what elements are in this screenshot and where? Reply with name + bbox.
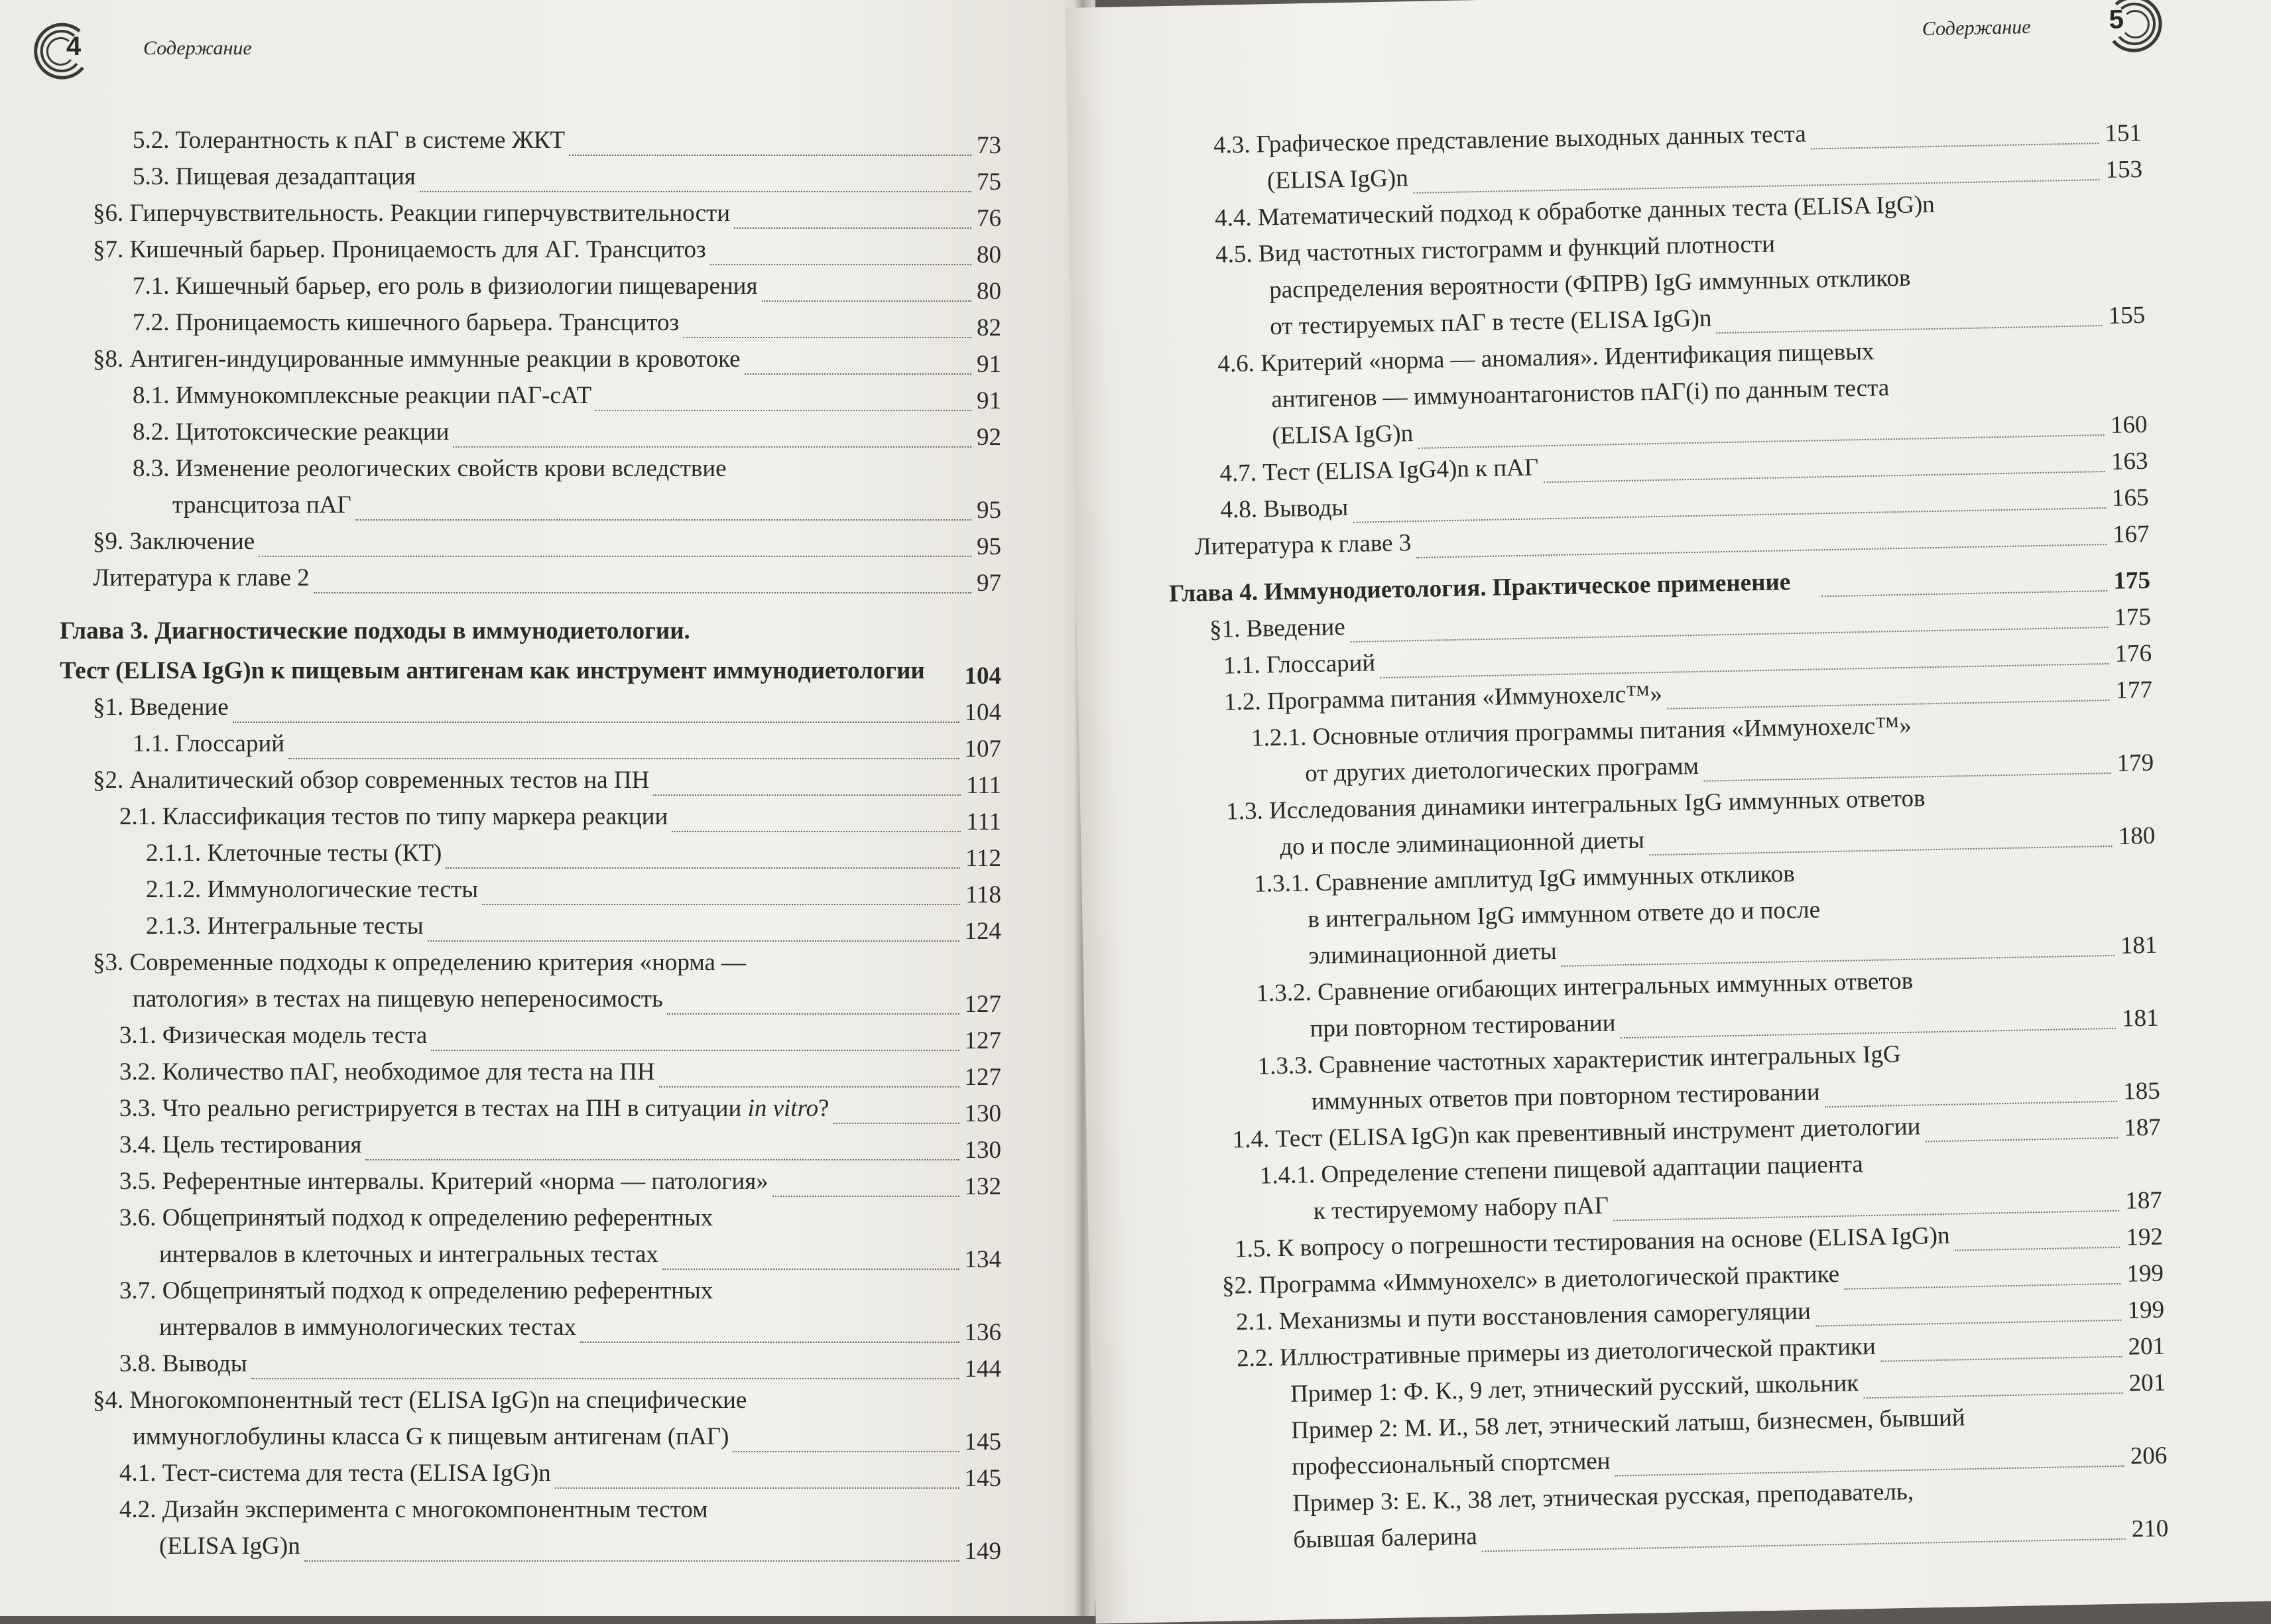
dot-leader xyxy=(355,519,971,521)
toc-entry-number: §3. xyxy=(93,949,124,976)
toc-entry-page: 175 xyxy=(2113,566,2151,595)
toc-entry-title: Литература к главе 2 xyxy=(93,564,310,592)
dot-leader xyxy=(762,300,972,302)
toc-entry-page: 144 xyxy=(964,1355,1001,1383)
toc-entry-number: 3.6. xyxy=(119,1204,156,1231)
dot-leader xyxy=(580,1342,959,1343)
toc-entry-title: Классификация тестов по типу маркера реакции xyxy=(162,803,668,830)
toc-entry-title: Вид частотных гистограмм и функций плотности xyxy=(1258,230,1776,268)
toc-entry-page: 201 xyxy=(2128,1369,2166,1397)
toc-entry-title-suffix: ? xyxy=(818,1095,829,1122)
dot-leader xyxy=(482,904,960,905)
toc-entry-page: 163 xyxy=(2111,447,2148,475)
toc-entry-title: от тестируемых пАГ в тесте (ELISA IgG)n xyxy=(1269,304,1712,341)
book-logo-icon xyxy=(2096,0,2170,61)
toc-entry-number: 1.3.1. xyxy=(1254,869,1310,898)
toc-entry xyxy=(93,1018,1001,1054)
toc-entry-number: 4.4. xyxy=(1214,204,1253,232)
toc-entry-title: Интегральные тесты xyxy=(207,912,424,940)
toc-entry-page: 127 xyxy=(964,991,1001,1018)
toc-entry-page: 95 xyxy=(977,533,1001,560)
toc-entry xyxy=(93,123,1001,158)
toc-entry xyxy=(93,1346,1001,1382)
toc-entry-title: Физическая модель теста xyxy=(162,1022,428,1049)
toc-entry-number: 3.5. xyxy=(119,1168,156,1195)
toc-entry-title: Механизмы и пути восстановления саморегуляции xyxy=(1278,1297,1811,1336)
toc-entry-title: элиминационной диеты xyxy=(1308,938,1558,970)
toc-entry-title: Глава 3. Диагностические подходы в иммунодиетологии. xyxy=(60,617,690,645)
toc-entry-page: 80 xyxy=(977,241,1001,269)
toc-entry-page: 187 xyxy=(2123,1113,2162,1142)
toc-entry xyxy=(93,726,1001,762)
toc-entry-page: 192 xyxy=(2125,1223,2164,1251)
toc-entry-page: 134 xyxy=(964,1246,1001,1273)
toc-entry xyxy=(93,1054,1001,1090)
toc-entry-title: Пример 1: Ф. К., 9 лет, этнический русский, школьник xyxy=(1290,1369,1859,1408)
toc-entry-title: распределения вероятности (ФПРВ) IgG иммунных откликов xyxy=(1268,264,1911,304)
toc-entry-title: Глоссарий xyxy=(1266,649,1376,679)
toc-entry-page: 92 xyxy=(977,424,1001,451)
toc-entry-title: Графическое представление выходных данных теста xyxy=(1256,120,1807,158)
book-logo-icon xyxy=(27,15,99,88)
toc-entry-number: 5.3. xyxy=(133,163,170,190)
toc-entry-page: 112 xyxy=(965,845,1001,872)
toc-entry-title: (ELISA IgG)n xyxy=(159,1532,300,1560)
toc-entry-number: 7.2. xyxy=(133,309,170,336)
toc-entry-page: 199 xyxy=(2127,1296,2165,1324)
toc-entry xyxy=(93,1419,1001,1455)
toc-entry-title: Критерий «норма — аномалия». Идентификация пищевых xyxy=(1260,338,1874,377)
page-number: 4 xyxy=(66,32,82,61)
toc-entry-number: 1.4. xyxy=(1232,1125,1270,1154)
toc-entry-page: 136 xyxy=(964,1319,1001,1346)
toc-entry-number: 7.1. xyxy=(133,273,170,300)
toc-entry-title: Клеточные тесты (КТ) xyxy=(207,840,442,867)
dot-leader xyxy=(288,758,959,759)
toc-entry xyxy=(93,451,1001,487)
toc-entry-title: Иммунологические тесты xyxy=(207,876,479,903)
toc-entry-number: 3.3. xyxy=(119,1095,156,1122)
toc-entry-page: 104 xyxy=(964,699,1001,726)
toc-entry-title: (ELISA IgG)n xyxy=(1266,164,1409,195)
toc-entry xyxy=(93,1127,1001,1163)
toc-entry-page: 210 xyxy=(2131,1515,2169,1543)
dot-leader xyxy=(555,1487,959,1489)
toc-entry xyxy=(93,799,1001,835)
toc-entry-page: 179 xyxy=(2117,749,2154,777)
toc-entry xyxy=(93,378,1001,414)
toc-entry xyxy=(93,342,1001,377)
toc-entry-page: 145 xyxy=(964,1428,1001,1456)
dot-leader xyxy=(428,940,959,942)
toc-entry-page: 199 xyxy=(2126,1259,2164,1288)
toc-entry-number: 3.7. xyxy=(119,1277,156,1304)
dot-leader xyxy=(667,1013,959,1015)
dot-leader xyxy=(365,1159,959,1160)
toc-entry-number: §1. xyxy=(93,694,124,721)
toc-entry xyxy=(93,1529,1001,1564)
toc-entry-title: иммунных ответов при повторном тестировании xyxy=(1311,1078,1820,1116)
toc-entry-title: Тест (ELISA IgG)n к пищевым антигенам как инструмент иммунодиетологии xyxy=(60,657,925,684)
toc-entry-number: §2. xyxy=(1221,1271,1253,1300)
dot-leader xyxy=(453,446,971,448)
toc-entry-number: 2.1.3. xyxy=(146,912,202,940)
toc-entry-title: Антиген-индуцированные иммунные реакции в кровотоке xyxy=(129,345,741,373)
toc-entry-number: 4.6. xyxy=(1217,349,1255,378)
toc-entry xyxy=(93,1200,1001,1236)
dot-leader xyxy=(745,373,971,375)
toc-entry-title: Многокомпонентный тест (ELISA IgG)n на специфические xyxy=(129,1387,747,1414)
left-page xyxy=(0,0,1095,1616)
toc-entry-page: 160 xyxy=(2110,410,2148,439)
toc-entry-number: 4.8. xyxy=(1220,495,1258,524)
toc-entry-page: 111 xyxy=(966,808,1001,836)
toc-entry-number: 1.3.3. xyxy=(1257,1052,1314,1080)
toc-entry-title: Пищевая дезадаптация xyxy=(175,163,416,190)
toc-entry xyxy=(60,653,1001,690)
dot-leader xyxy=(653,794,961,796)
dot-leader xyxy=(446,867,959,869)
dot-leader xyxy=(734,227,971,229)
toc-entry-page: 107 xyxy=(964,735,1001,763)
toc-entry-page: 206 xyxy=(2130,1442,2168,1470)
toc-entry-title: Исследования динамики интегральных IgG иммунных ответов xyxy=(1268,784,1926,825)
toc-entry-number: 1.3.2. xyxy=(1256,979,1312,1007)
dot-leader xyxy=(1416,544,2107,558)
toc-entry-title: Тест (ELISA IgG4)n к пАГ xyxy=(1262,454,1539,487)
toc-entry-title: Выводы xyxy=(1262,493,1349,523)
toc-entry-title: Иллюстративные примеры из диетологической практики xyxy=(1279,1332,1876,1372)
dot-leader xyxy=(233,721,959,723)
toc-entry-number: 5.2. xyxy=(133,127,170,154)
toc-entry-number: 8.1. xyxy=(133,382,170,409)
toc-entry-title: Сравнение амплитуд IgG иммунных откликов xyxy=(1315,860,1796,897)
toc-entry-number: 1.2.1. xyxy=(1251,723,1307,752)
toc-entry-number: 1.1. xyxy=(1223,651,1260,680)
toc-entry-title: Определение степени пищевой адаптации пациента xyxy=(1320,1151,1864,1188)
toc-entry xyxy=(93,524,1001,560)
toc-entry-title: Основные отличия программы питания «Иммунохелс™» xyxy=(1312,712,1912,751)
toc-entry-title: Программа «Иммунохелс» в диетологической практике xyxy=(1258,1260,1840,1299)
toc-entry-page: 153 xyxy=(2105,155,2143,184)
toc-entry xyxy=(93,269,1001,304)
dot-leader xyxy=(1955,1247,2120,1251)
toc-entry-number: §7. xyxy=(93,236,124,263)
toc-entry-title: трансцитоза пАГ xyxy=(172,491,351,519)
dot-leader xyxy=(259,556,971,557)
toc-entry-title: Математический подход к обработке данных теста (ELISA IgG)n xyxy=(1257,190,1935,231)
toc-entry-title: антигенов — иммуноантагонистов пАГ(i) по данным теста xyxy=(1271,374,1890,414)
toc-entry-number: 4.5. xyxy=(1215,240,1253,269)
toc-entry-page: 175 xyxy=(2114,603,2152,631)
toc-entry-title: Количество пАГ, необходимое для теста на ПН xyxy=(162,1058,655,1086)
toc-entry-title: Введение xyxy=(129,694,229,721)
toc-entry-number: 1.5. xyxy=(1234,1235,1272,1263)
running-head: Содержание xyxy=(143,37,252,59)
toc-entry-page: 187 xyxy=(2124,1186,2163,1215)
toc-entry-number: 1.2. xyxy=(1223,688,1262,716)
toc-entry-title: от других диетологических программ xyxy=(1304,752,1699,788)
toc-entry-page: 104 xyxy=(964,662,1001,690)
toc-entry-title: Программа питания «Иммунохелс™» xyxy=(1266,680,1663,716)
toc-entry xyxy=(93,1164,1001,1200)
toc-entry-title: Пример 2: М. И., 58 лет, этнический латыш, бизнесмен, бывший xyxy=(1290,1404,1965,1444)
toc-entry-page: 145 xyxy=(964,1465,1001,1492)
dot-leader xyxy=(710,264,971,265)
toc-entry-title: Кишечный барьер. Проницаемость для АГ. Трансцитоз xyxy=(129,236,706,263)
toc-entry xyxy=(93,908,1001,944)
toc-entry-page: 177 xyxy=(2115,676,2153,704)
toc-entry-number: §9. xyxy=(93,528,124,555)
toc-entry-title: интервалов в иммунологических тестах xyxy=(159,1314,577,1341)
toc-entry xyxy=(93,414,1001,450)
toc-entry-title: Пример 3: Е. К., 38 лет, этническая русская, преподаватель, xyxy=(1292,1477,1914,1517)
toc-entry-title: Общепринятый подход к определению референтных xyxy=(162,1204,713,1231)
toc-entry-page: 118 xyxy=(965,881,1001,908)
dot-leader xyxy=(569,155,971,156)
toc-entry-title: Современные подходы к определению критерия «норма — xyxy=(129,949,747,976)
toc-entry-page: 155 xyxy=(2108,301,2146,330)
toc-entry-title: Гиперчувствительность. Реакции гиперчувствительности xyxy=(129,200,730,227)
toc-entry-title: иммуноглобулины класса G к пищевым антигенам (пАГ) xyxy=(133,1423,729,1450)
dot-leader xyxy=(733,1451,959,1452)
toc-entry-number: 2.1. xyxy=(1235,1308,1273,1336)
toc-entry-title: при повторном тестировании xyxy=(1310,1009,1616,1043)
toc-entry-number: 3.4. xyxy=(119,1131,156,1158)
toc-entry-number: §6. xyxy=(93,200,124,227)
toc-entry-title: патология» в тестах на пищевую непереносимость xyxy=(133,985,663,1013)
dot-leader xyxy=(251,1378,959,1379)
toc-entry-page: 91 xyxy=(977,351,1001,378)
toc-entry-page: 180 xyxy=(2118,822,2156,850)
toc-entry-title: интервалов в клеточных и интегральных тестах xyxy=(159,1241,658,1268)
toc-entry-page: 130 xyxy=(964,1100,1001,1127)
toc-entry-page: 91 xyxy=(977,387,1001,414)
toc-entry xyxy=(93,487,1001,523)
dot-leader xyxy=(431,1050,959,1051)
toc-entry-title: Аналитический обзор современных тестов на ПН xyxy=(129,767,650,794)
toc-entry-title: в интегральном IgG иммунном ответе до и после xyxy=(1308,896,1821,934)
toc-entry-number: 2.1.2. xyxy=(146,876,202,903)
toc-entry-number: 3.8. xyxy=(119,1350,156,1377)
toc-entry-title: К вопросу о погрешности тестирования на основе (ELISA IgG)n xyxy=(1277,1221,1950,1263)
toc-entry-page: 73 xyxy=(977,132,1001,159)
toc-entry-page: 181 xyxy=(2120,931,2158,960)
toc-entry-title: Кишечный барьер, его роль в физиологии пищеварения xyxy=(175,273,758,300)
toc-entry xyxy=(93,196,1001,231)
dot-leader xyxy=(833,1123,959,1124)
toc-entry-title: Сравнение огибающих интегральных иммунных ответов xyxy=(1317,967,1914,1006)
toc-entry-number: 4.1. xyxy=(119,1460,156,1487)
toc-entry xyxy=(93,981,1001,1017)
toc-entry-number: 4.2. xyxy=(119,1496,156,1523)
toc-entry-title: Дизайн эксперимента с многокомпонентным тестом xyxy=(162,1496,708,1523)
toc-entry-title: Глоссарий xyxy=(175,730,285,757)
toc-entry xyxy=(93,836,1001,871)
running-head: Содержание xyxy=(1922,16,2031,40)
toc-entry xyxy=(93,872,1001,908)
page-number: 5 xyxy=(2109,5,2124,34)
toc-entry-number: 2.1. xyxy=(119,803,156,830)
toc-entry-title: Толерантность к пАГ в системе ЖКТ xyxy=(175,127,566,154)
dot-leader xyxy=(1482,1538,2126,1552)
dot-leader xyxy=(672,831,961,832)
toc-entry xyxy=(93,159,1001,195)
toc-entry xyxy=(93,1091,1001,1127)
toc-entry xyxy=(93,1310,1001,1345)
toc-entry-title: Заключение xyxy=(129,528,255,555)
toc-entry-title: Цитотоксические реакции xyxy=(175,418,450,446)
toc-entry-page: 124 xyxy=(964,918,1001,945)
toc-entry-title: Общепринятый подход к определению референтных xyxy=(162,1277,713,1304)
toc-entry-title: (ELISA IgG)n xyxy=(1272,420,1414,450)
toc-entry-title: Что реально регистрируется в тестах на ПН в ситуации xyxy=(162,1095,742,1122)
toc-entry xyxy=(93,305,1001,341)
toc-entry-page: 95 xyxy=(977,497,1001,524)
toc-entry-title-italic: in vitro xyxy=(747,1095,819,1122)
dot-leader xyxy=(595,410,971,411)
toc-entry-page: 165 xyxy=(2111,483,2149,512)
toc-entry-page: 185 xyxy=(2122,1077,2161,1105)
toc-entry-title: к тестируемому набору пАГ xyxy=(1313,1192,1609,1225)
toc-entry-page: 167 xyxy=(2112,520,2150,548)
toc-entry-number: 4.3. xyxy=(1213,131,1251,159)
toc-entry-page: 80 xyxy=(977,278,1001,305)
toc-entry-title: Введение xyxy=(1246,613,1346,643)
toc-entry-number: §8. xyxy=(93,345,124,373)
right-page xyxy=(1065,0,2271,1624)
toc-entry-title: Литература к главе 3 xyxy=(1194,529,1412,561)
toc-entry-page: 181 xyxy=(2121,1004,2159,1032)
toc-entry xyxy=(93,1273,1001,1309)
toc-entry-number: 2.1.1. xyxy=(146,840,202,867)
toc-entry xyxy=(60,613,1001,649)
toc-entry-page: 127 xyxy=(964,1064,1001,1091)
toc-entry-number: 1.1. xyxy=(133,730,170,757)
toc-entry-title: Иммунокомплексные реакции пАГ-сАТ xyxy=(175,382,592,409)
toc-entry-number: 8.3. xyxy=(133,455,170,482)
toc-entry-number: 4.7. xyxy=(1219,459,1257,487)
toc-entry-number: 1.4.1. xyxy=(1259,1161,1316,1190)
toc-entry-page: 151 xyxy=(2105,119,2142,147)
toc-entry-page: 127 xyxy=(964,1027,1001,1054)
toc-entry-title: Выводы xyxy=(162,1350,247,1377)
toc-entry-title: Тест (ELISA IgG)n как превентивный инструмент диетологии xyxy=(1275,1113,1921,1153)
toc-entry xyxy=(93,560,1001,596)
dot-leader xyxy=(420,191,971,192)
toc-entry xyxy=(93,1237,1001,1273)
toc-entry-number: §1. xyxy=(1209,615,1241,643)
toc-entry xyxy=(93,945,1001,981)
toc-entry xyxy=(93,690,1001,725)
toc-entry-page: 132 xyxy=(964,1173,1001,1200)
toc-entry-number: 8.2. xyxy=(133,418,170,446)
toc-entry-number: 3.2. xyxy=(119,1058,156,1086)
toc-entry-number: 3.1. xyxy=(119,1022,156,1049)
toc-entry-page: 82 xyxy=(977,314,1001,342)
toc-entry-page: 176 xyxy=(2115,639,2152,668)
dot-leader xyxy=(683,337,971,338)
toc-entry-number: 2.2. xyxy=(1236,1344,1274,1373)
dot-leader xyxy=(1926,1137,2118,1143)
toc-entry-page: 111 xyxy=(966,772,1001,799)
toc-entry-title: Глава 4. Иммунодиетология. Практическое применение xyxy=(1168,568,1791,608)
toc-entry xyxy=(93,1383,1001,1418)
toc-entry-title: профессиональный спортсмен xyxy=(1291,1447,1611,1481)
toc-entry-title: бывшая балерина xyxy=(1293,1523,1478,1554)
dot-leader xyxy=(304,1560,959,1562)
dot-leader xyxy=(662,1269,959,1270)
toc-entry-page: 130 xyxy=(964,1137,1001,1164)
toc-entry xyxy=(93,232,1001,268)
toc-entry-title: Цель тестирования xyxy=(162,1131,362,1158)
toc-entry-title: Изменение реологических свойств крови вследствие xyxy=(175,455,727,482)
toc-entry-number: §2. xyxy=(93,767,124,794)
toc-entry-title: Проницаемость кишечного барьера. Трансцитоз xyxy=(175,309,680,336)
toc-entry-number: 1.3. xyxy=(1225,797,1264,826)
toc-entry-page: 75 xyxy=(977,168,1001,196)
toc-entry-title: Референтные интервалы. Критерий «норма — патология» xyxy=(162,1168,768,1195)
dot-leader xyxy=(659,1086,959,1088)
toc-entry-page: 76 xyxy=(977,205,1001,232)
toc-entry xyxy=(93,763,1001,798)
toc-entry-page: 149 xyxy=(964,1538,1001,1565)
toc-entry-title: Сравнение частотных характеристик интегральных IgG xyxy=(1318,1040,1901,1079)
toc-entry-title: до и после элиминационной диеты xyxy=(1279,826,1645,861)
toc-entry-title: Тест-система для теста (ELISA IgG)n xyxy=(162,1460,551,1487)
toc-entry xyxy=(93,1492,1001,1528)
toc-entry-page: 97 xyxy=(977,570,1001,597)
dot-leader xyxy=(314,592,971,593)
toc-entry-number: §4. xyxy=(93,1387,124,1414)
toc-entry xyxy=(93,1456,1001,1491)
toc-entry-page: 201 xyxy=(2128,1332,2166,1361)
dot-leader xyxy=(772,1196,959,1197)
